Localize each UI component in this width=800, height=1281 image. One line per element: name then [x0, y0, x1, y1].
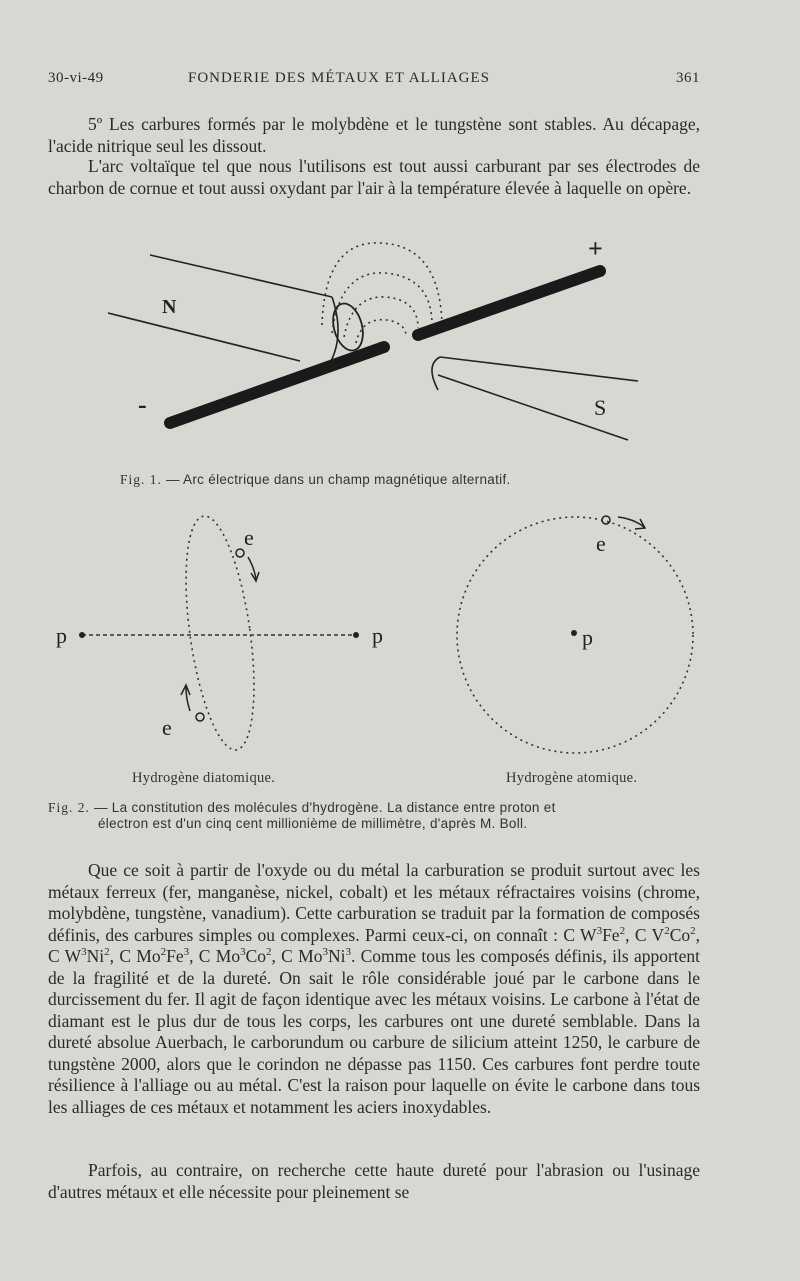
figure-1-caption-text: — Arc électrique dans un champ magnétique alternatif.	[165, 472, 511, 487]
paragraph-carbures-stables: 5º Les carbures formés par le molybdène et le tungstène sont stables. Au décapage, l'acide nitrique seul les dissout.	[48, 114, 700, 156]
label-s: S	[594, 395, 607, 420]
paragraph-arc-voltaique: L'arc voltaïque tel que nous l'utilisons est tout aussi carburant par ses électrodes de charbon de cornue et tout aussi oxydant par l'air à la température élevée à laquelle on opère.	[48, 156, 700, 198]
positive-electrode	[418, 271, 600, 335]
figure-1-label: Fig. 1.	[120, 472, 162, 487]
subcaption-atomic: Hydrogène atomique.	[506, 770, 638, 786]
figure-2-label: Fig. 2.	[48, 800, 90, 815]
label-minus: -	[138, 390, 147, 419]
figure-1-caption	[120, 472, 511, 488]
left-e2: e	[162, 715, 172, 740]
right-p: p	[582, 625, 593, 650]
electron-top	[236, 549, 244, 557]
electric-arc-loop	[328, 300, 367, 354]
figure-2-caption-text-1: — La constitution des molécules d'hydrogène. La distance entre proton et	[93, 800, 556, 815]
left-p1: p	[56, 623, 67, 648]
paragraph-carburation: Que ce soit à partir de l'oxyde ou du métal la carburation se produit surtout avec les métaux ferreux (fer, manganèse, nickel, cobalt) et les métaux réfractaires voisins (chrome, molybdène, tungstène, vanadium). Cette carburation se traduit par la formation de composés définis, des carbures simples ou complexes. Parmi ceux-ci, on connaît : C $W^3Fe^2$, C $V^2Co^2$, C $W^3Ni^2$, C Mo$^2$Fe$^3$, C Mo$^3$Co$^2$, C Mo$^3$Ni$^3$. Comme tous les composés définis, ils apportent de la fragilité et de la dureté. On sait le rôle considérable joué par le carbone dans le durcissement du fer. Il agit de façon identique avec les métaux voisins. Le carbone à l'état de diamant est le plus dur de tous les corps, les carbures ont une dureté semblable. Dans la dureté absolue Auerbach, le carborundum ou carbure de silicium atteint 1250, le carbure de tungstène 2000, alors que le corindon ne dépasse pas 1150. Ces carbures font perdre toute résilience à l'alliage ou au métal. C'est la raison pour laquelle on évite le carbone dans tous les alliages de ces métaux et notamment les aciers inoxydables.	[48, 860, 701, 1117]
figure-2-caption-line2: électron est d'un cinq cent millionième de millimètre, d'après M. Boll.	[98, 816, 528, 831]
arrow-down-icon	[248, 557, 259, 581]
arrow-right-icon	[618, 517, 645, 529]
north-pole-shape	[108, 255, 338, 363]
arrow-up-icon	[181, 685, 190, 711]
proton-dot-center	[571, 630, 577, 636]
proton-dot-left	[79, 632, 85, 638]
header-title: FONDERIE DES MÉTAUX ET ALLIAGES	[188, 70, 491, 86]
figure-2-hydrogen-diagram	[40, 505, 720, 765]
page-number: 361	[676, 70, 700, 86]
proton-dot-right	[353, 632, 359, 638]
label-n: N	[162, 296, 177, 318]
electron-right	[602, 516, 610, 524]
electron-bottom	[196, 713, 204, 721]
label-plus: +	[588, 234, 603, 263]
paragraph-parfois: Parfois, au contraire, on recherche cette haute dureté pour l'abrasion ou l'usinage d'autres métaux et elle nécessite pour pleinement se	[48, 1160, 700, 1202]
running-header	[48, 70, 700, 92]
south-pole-shape	[432, 357, 638, 440]
left-e1: e	[244, 525, 254, 550]
header-date: 30-vi-49	[48, 70, 104, 86]
subcaption-diatomic: Hydrogène diatomique.	[132, 770, 276, 786]
diatomic-hydrogen	[56, 512, 383, 754]
figure-1-arc-diagram	[100, 225, 660, 455]
figure-2-caption-line1	[48, 800, 708, 816]
negative-electrode	[170, 347, 384, 423]
left-p2: p	[372, 623, 383, 648]
atomic-hydrogen	[457, 516, 693, 753]
figure-2-caption	[48, 800, 708, 831]
right-e: e	[596, 531, 606, 556]
